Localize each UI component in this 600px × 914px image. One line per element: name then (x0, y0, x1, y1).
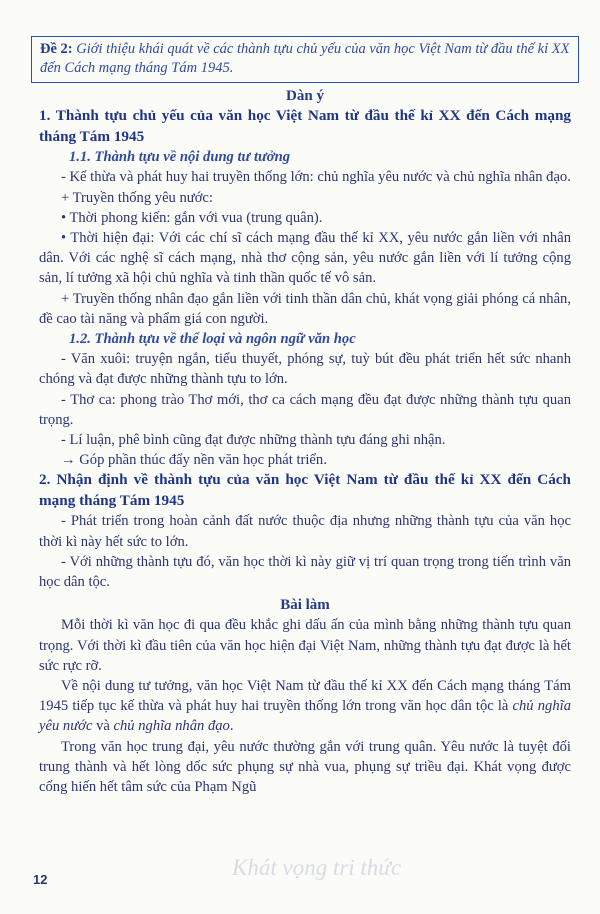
essay-text: và (92, 718, 114, 735)
page-content (39, 86, 571, 797)
essay-paragraph: Trong văn học trung đại, yêu nước thường gắn với trung quân. Yêu nước là tuyệt đối trung thành và hết lòng dốc sức phụng sự nhà vua, phụng sự triều đại. Khát vọng được cống hiến hết tâm sức của Phạm Ngũ (39, 738, 571, 796)
prompt-text: Giới thiệu khái quát về các thành tựu chủ yếu của văn học Việt Nam từ đầu thế kỉ XX đến Cách mạng tháng Tám 1945. (40, 41, 570, 76)
outline-item: • Thời phong kiến: gắn với vua (trung quân). (61, 209, 323, 226)
page-number: 12 (33, 872, 48, 887)
essay-title: Bài làm (280, 597, 330, 614)
essay-paragraph (39, 676, 571, 737)
section-1-1-title: 1.1. Thành tựu về nội dung tư tưởng (69, 149, 290, 166)
outline-item: - Thơ ca: phong trào Thơ mới, thơ ca cách mạng đều đạt được những thành tựu quan trọng. (39, 391, 571, 428)
prompt-box (31, 36, 579, 83)
outline-item: - Văn xuôi: truyện ngắn, tiểu thuyết, phóng sự, tuỳ bút đều phát triển hết sức nhanh chóng và đạt được những thành tựu to lớn. (39, 351, 571, 388)
prompt-lead: Đề 2: (40, 41, 73, 57)
watermark: Khát vọng tri thức (232, 855, 402, 880)
essay-text: Về nội dung tư tưởng, văn học Việt Nam từ đầu thế kỉ XX đến Cách mạng tháng Tám 1945 tiếp tục kế thừa và phát huy hai truyền thống lớn trong văn học dân tộc là (39, 678, 571, 715)
outline-item: → Góp phần thúc đẩy nền văn học phát triển. (61, 452, 327, 469)
outline-item: • Thời hiện đại: Với các chí sĩ cách mạng đầu thế kỉ XX, yêu nước gắn liền với nhân dân. Với các nghệ sĩ cách mạng, nhà thơ cộng sản, yêu nước gắn liền với lí tưởng cộng sản, lí tưởng xã hội chủ nghĩa và tinh thần quốc tế vô sản. (39, 230, 571, 287)
section-1-title: 1. Thành tựu chủ yếu của văn học Việt Nam từ đầu thế kỉ XX đến Cách mạng tháng Tám 1945 (39, 107, 571, 145)
essay-emphasis: chủ nghĩa nhân đạo (113, 718, 230, 735)
outline-item: + Truyền thống nhân đạo gắn liền với tinh thần dân chủ, khát vọng giải phóng cá nhân, đề cao tài năng và phẩm giá con người. (39, 290, 571, 327)
section-2-title: 2. Nhận định về thành tựu của văn học Việt Nam từ đầu thế kỉ XX đến Cách mạng tháng Tám 1945 (39, 471, 571, 509)
outline-item: - Kế thừa và phát huy hai truyền thống lớn: chủ nghĩa yêu nước và chủ nghĩa nhân đạo. (61, 169, 571, 186)
outline-item: + Truyền thống yêu nước: (61, 189, 213, 206)
outline-item: - Lí luận, phê bình cũng đạt được những thành tựu đáng ghi nhận. (61, 432, 446, 449)
outline-item: - Phát triển trong hoàn cảnh đất nước thuộc địa nhưng những thành tựu của văn học thời kì này hết sức to lớn. (39, 513, 571, 550)
essay-text: . (229, 718, 234, 735)
essay-emphasis: chủ nghĩa yêu nước (39, 698, 571, 735)
outline-title: Dàn ý (286, 88, 324, 104)
section-1-2-title: 1.2. Thành tựu về thể loại và ngôn ngữ văn học (69, 331, 356, 348)
outline-item: - Với những thành tựu đó, văn học thời kì này giữ vị trí quan trọng trong tiến trình văn học dân tộc. (39, 553, 571, 591)
essay-paragraph: Mỗi thời kì văn học đi qua đều khắc ghi dấu ấn của mình bằng những thành tựu quan trọng. Với thời kì đầu tiên của văn học hiện đại Việt Nam, những thành tựu đạt được là hết sức rực rỡ. (39, 617, 571, 674)
